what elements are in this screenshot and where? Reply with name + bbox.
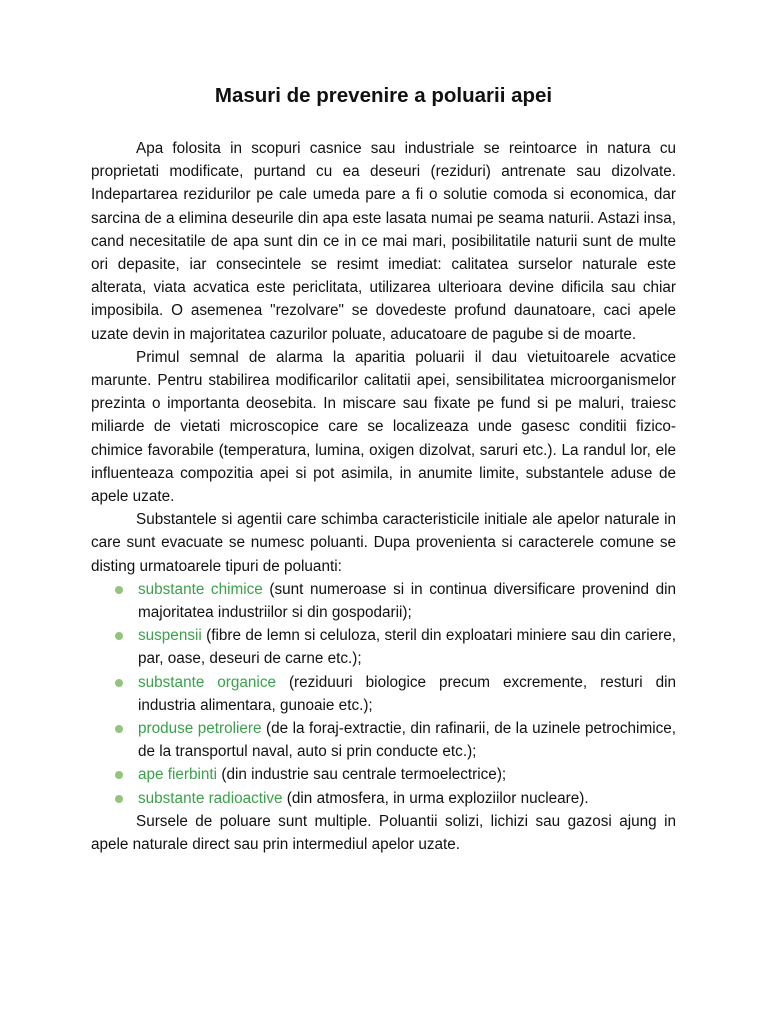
pollutant-description: (de la foraj-extractie, din rafinarii, de la uzinele petrochimice, de la transportul naval, auto si prin conducte etc.); [138, 720, 677, 761]
bullet-icon [115, 795, 123, 803]
pollutant-description: (sunt numeroase si in continua diversificare provenind din majoritatea industriilor si din gospodarii); [138, 580, 677, 622]
bullet-icon [115, 586, 123, 594]
pollutant-term: suspensii [138, 627, 202, 645]
bullet-icon [115, 679, 123, 687]
list-item [91, 763, 676, 786]
pollutant-description: (din industrie sau centrale termoelectrice); [217, 766, 507, 784]
pollutant-term: substante chimice [138, 580, 263, 598]
pollutant-term: produse petroliere [138, 720, 262, 738]
document-page [91, 84, 676, 856]
pollutant-list [91, 578, 676, 810]
list-item [91, 787, 676, 810]
pollutant-description: (din atmosfera, in urma exploziilor nucleare). [282, 789, 589, 807]
pollutant-description: (reziduuri biologice precum excremente, resturi din industria alimentara, gunoaie etc.); [138, 673, 676, 714]
pollutant-term: substante radioactive [138, 789, 283, 807]
list-item [91, 717, 676, 763]
paragraph-alarm: Primul semnal de alarma la aparitia poluarii il dau vietuitoarele acvatice marunte. Pentru stabilirea modificarilor calitatii apei, sensibilitatea microorganismelor prezinta o importanta deosebita. In miscare sau fixate pe fund si pe maluri, traiesc miliarde de vietati microscopice care se localizeaza unde gasesc conditii fizico-chimice favorabile (temperatura, lumina, oxigen dizolvat, saruri etc.). La randul lor, ele influenteaza compozitia apei si pot asimila, in anumite limite, substantele aduse de apele uzate. [91, 348, 676, 506]
bullet-icon [115, 725, 123, 733]
paragraph-pollutants-intro: Substantele si agentii care schimba caracteristicile initiale ale apelor naturale in care sunt evacuate se numesc poluanti. Dupa provenienta si caracterele comune se disting urmatoarele tipuri de poluanti: [91, 511, 676, 575]
paragraph-closing: Sursele de poluare sunt multiple. Poluantii solizi, lichizi sau gazosi ajung in apele naturale direct sau prin intermediul apelor uzate. [91, 812, 676, 854]
list-item [91, 624, 676, 670]
list-item [91, 578, 676, 624]
pollutant-term: ape fierbinti [138, 766, 218, 784]
list-item [91, 671, 676, 717]
bullet-icon [115, 632, 123, 640]
paragraph-intro: Apa folosita in scopuri casnice sau industriale se reintoarce in natura cu proprietati modificate, purtand cu ea deseuri (reziduri) antrenate sau dizolvate. Indepartarea rezidurilor pe cale umeda pare a fi o solutie comoda si economica, dar sarcina de a elimina deseurile din apa este lasata numai pe seama naturii. Astazi insa, cand necesitatile de apa sunt din ce in ce mai mari, posibilitatile naturii sunt de multe ori depasite, iar consecintele se resimt imediat: calitatea surselor naturale este alterata, viata acvatica este periclitata, utilizarea ulterioara devine dificila sau chiar imposibila. O asemenea "rezolvare" se dovedeste profund daunatoare, caci apele uzate devin in majoritatea cazurilor poluate, aducatoare de pagube si de moarte. [91, 140, 676, 343]
pollutant-term: substante organice [138, 673, 276, 691]
page-title: Masuri de prevenire a poluarii apei [214, 84, 553, 107]
pollutant-description: (fibre de lemn si celuloza, steril din exploatari miniere sau din cariere, par, oase, deseuri de carne etc.); [138, 627, 676, 668]
bullet-icon [115, 771, 123, 779]
